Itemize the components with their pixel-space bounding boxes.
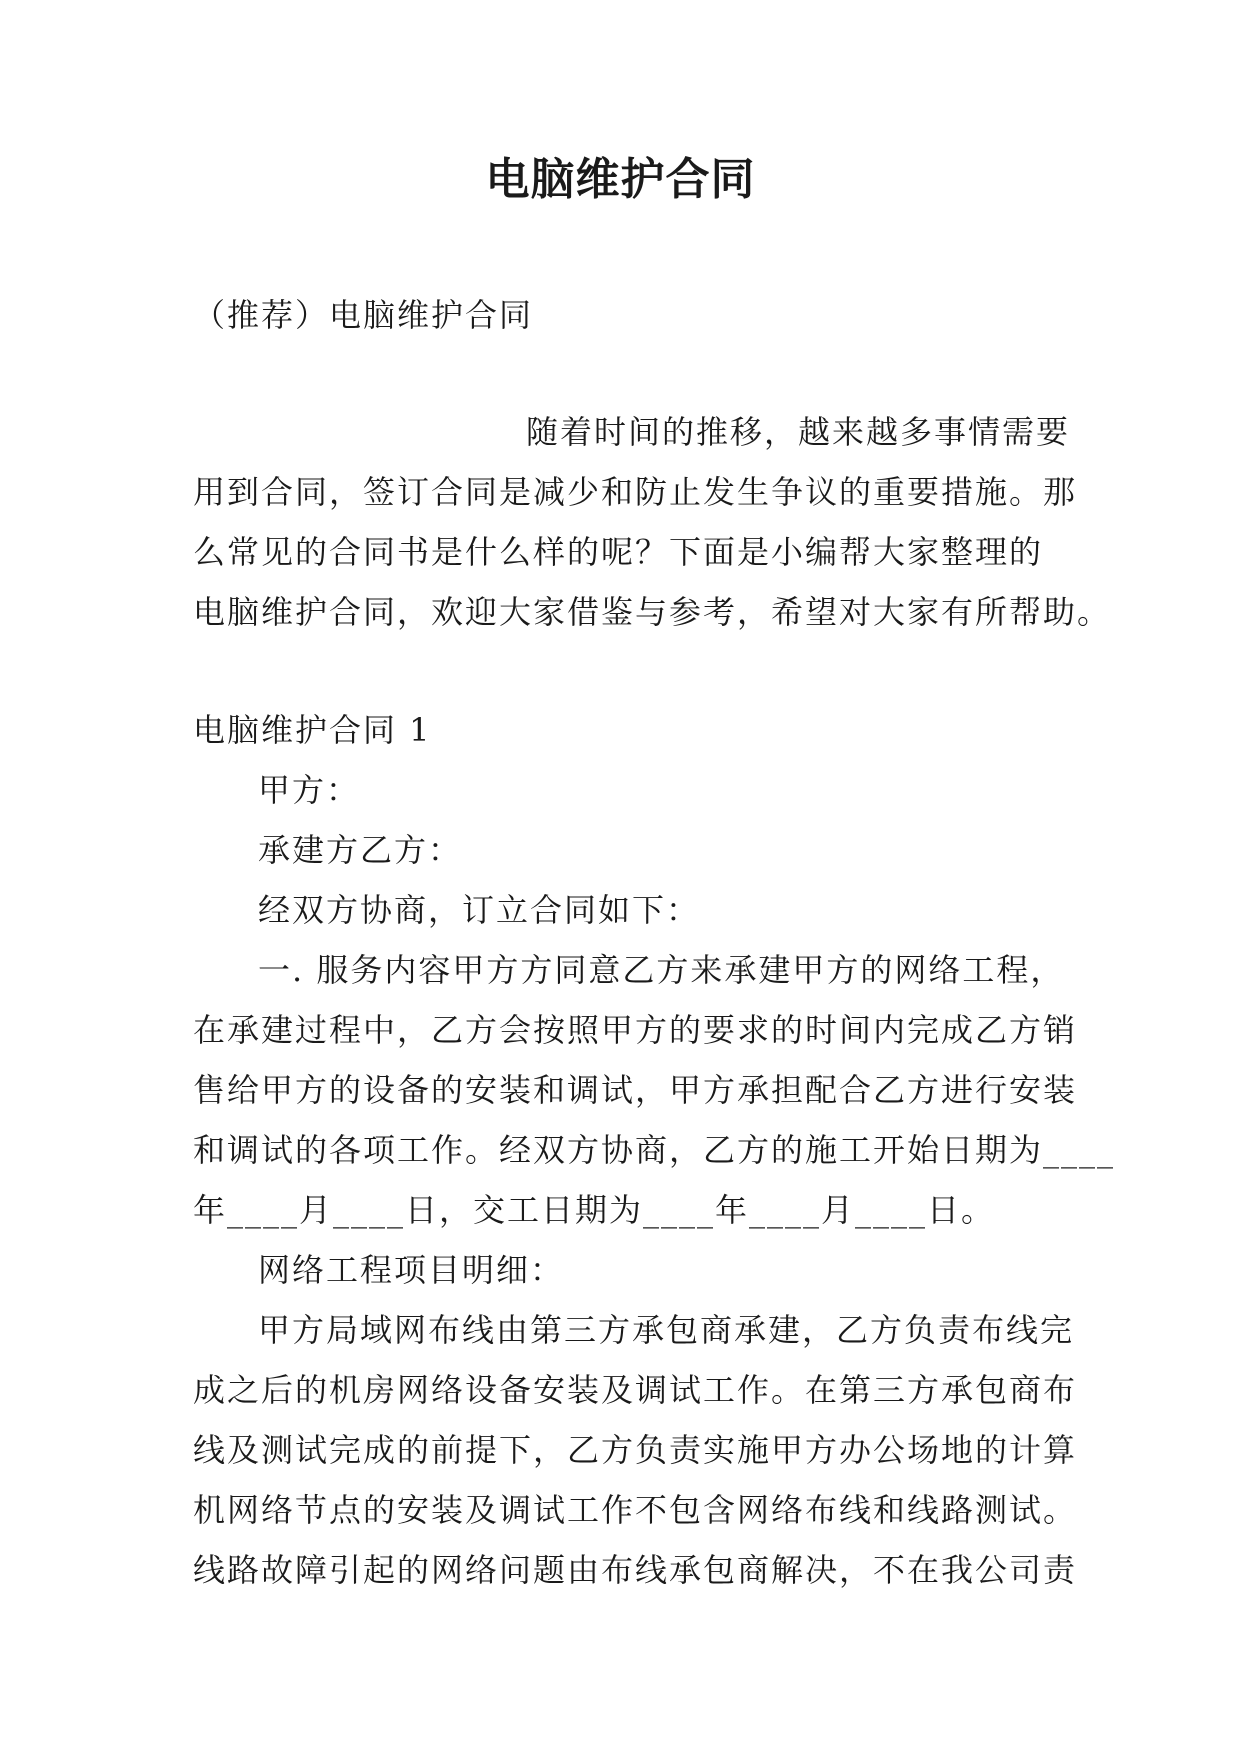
section-1-line: 售给甲方的设备的安装和调试，甲方承担配合乙方进行安装: [193, 1071, 1078, 1109]
project-detail-heading: 网络工程项目明细：: [258, 1251, 565, 1289]
intro-line: 么常见的合同书是什么样的呢？下面是小编帮大家整理的: [193, 533, 1044, 571]
document-subtitle: （推荐）电脑维护合同: [193, 296, 534, 334]
intro-line: 随着时间的推移，越来越多事情需要: [526, 413, 1071, 451]
section-1-line: 年____月____日，交工日期为____年____月____日。: [193, 1191, 996, 1229]
project-detail-line: 线路故障引起的网络问题由布线承包商解决，不在我公司责: [193, 1551, 1078, 1589]
intro-line: 电脑维护合同，欢迎大家借鉴与参考，希望对大家有所帮助。: [193, 593, 1112, 631]
agreement-statement: 经双方协商，订立合同如下：: [258, 891, 701, 929]
project-detail-line: 线及测试完成的前提下，乙方负责实施甲方办公场地的计算: [193, 1431, 1078, 1469]
project-detail-line: 机网络节点的安装及调试工作不包含网络布线和线路测试。: [193, 1491, 1078, 1529]
project-detail-line: 甲方局域网布线由第三方承包商承建，乙方负责布线完: [258, 1311, 1075, 1349]
contract-heading: 电脑维护合同 1: [193, 711, 432, 749]
party-a-label: 甲方：: [258, 771, 361, 809]
section-1-line: 一. 服务内容甲方方同意乙方来承建甲方的网络工程，: [258, 951, 1065, 989]
section-1-line: 和调试的各项工作。经双方协商，乙方的施工开始日期为____: [193, 1131, 1116, 1169]
intro-line: 用到合同，签订合同是减少和防止发生争议的重要措施。那: [193, 473, 1078, 511]
party-b-label: 承建方乙方：: [258, 831, 463, 869]
project-detail-line: 成之后的机房网络设备安装及调试工作。在第三方承包商布: [193, 1371, 1078, 1409]
document-title: 电脑维护合同: [485, 154, 756, 205]
section-1-line: 在承建过程中，乙方会按照甲方的要求的时间内完成乙方销: [193, 1011, 1078, 1049]
